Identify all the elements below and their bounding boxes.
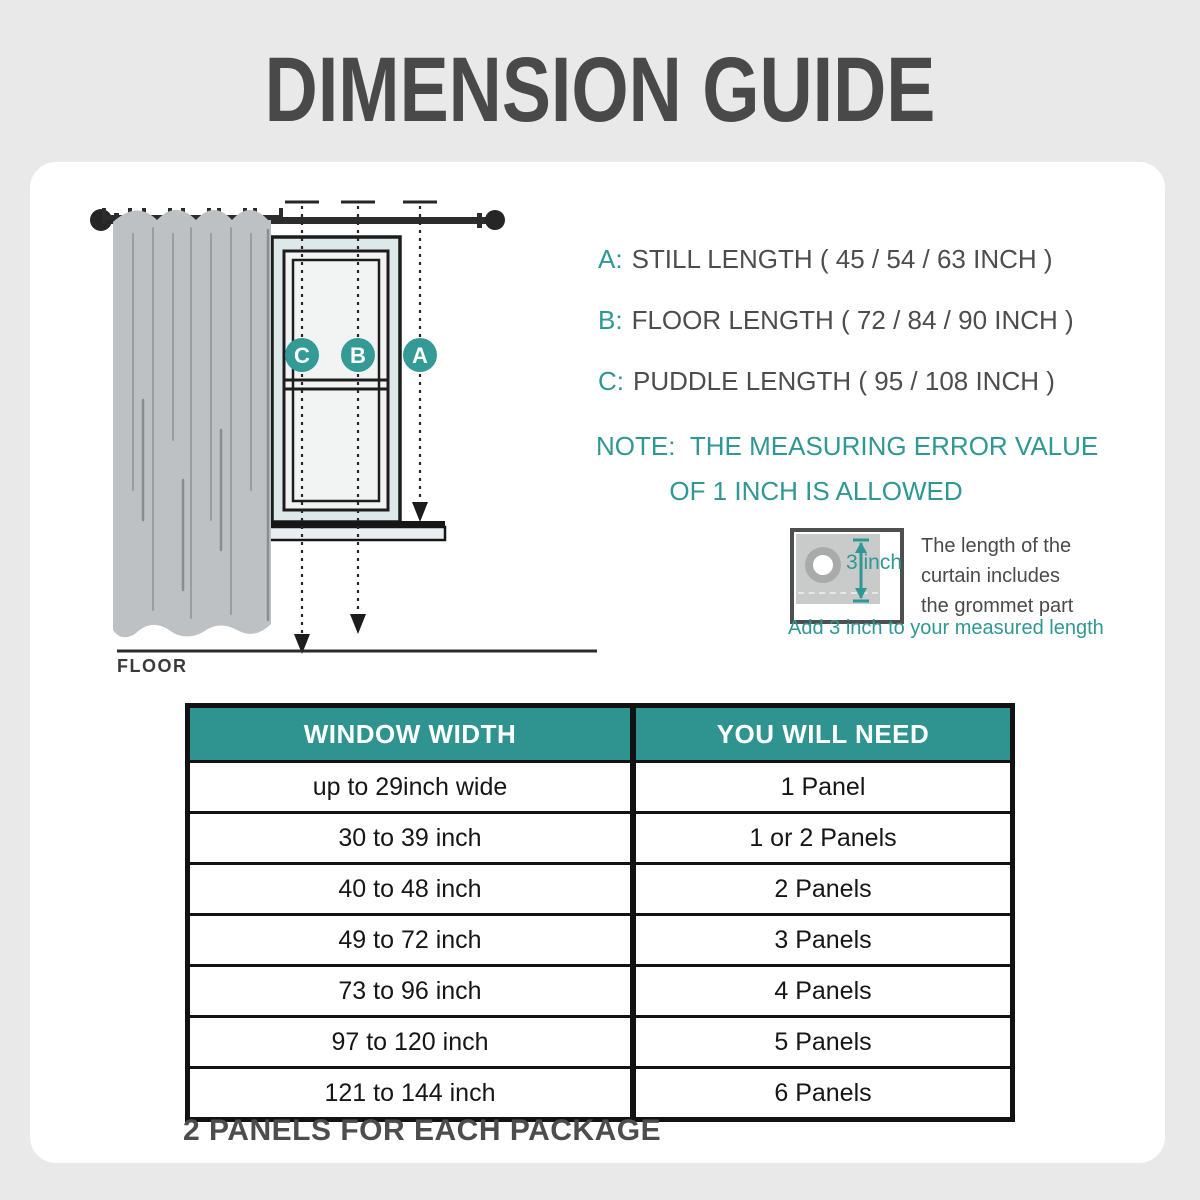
curtain-panel: [113, 210, 271, 637]
table-row: [190, 862, 1010, 913]
table-row: [190, 1015, 1010, 1066]
table-row: [190, 913, 1010, 964]
cell-panels: 1 Panel: [780, 772, 866, 801]
cell-width: 49 to 72 inch: [338, 925, 482, 954]
note-line-2: OF 1 INCH IS ALLOWED: [669, 476, 963, 506]
cell-panels: 6 Panels: [774, 1078, 872, 1107]
window-sill: [268, 521, 445, 540]
badge-a-letter: A: [412, 343, 428, 368]
cell-width: up to 29inch wide: [312, 772, 508, 801]
table-row: [190, 964, 1010, 1015]
cell-panels: 5 Panels: [774, 1027, 872, 1056]
legend-label-c: PUDDLE LENGTH ( 95 / 108 INCH ): [633, 366, 1055, 396]
cell-width: 73 to 96 inch: [338, 976, 482, 1005]
arrowhead-a-icon: [412, 502, 428, 522]
cell-width: 121 to 144 inch: [324, 1078, 496, 1107]
legend-prefix-c: C:: [598, 366, 624, 396]
table-row: [190, 1066, 1010, 1117]
header-you-will-need: YOU WILL NEED: [636, 708, 1010, 760]
badge-b-letter: B: [350, 343, 366, 368]
table-row: [190, 811, 1010, 862]
cell-panels: 3 Panels: [774, 925, 872, 954]
package-note: 2 PANELS FOR EACH PACKAGE: [183, 1114, 662, 1147]
grommet-description: [921, 531, 1073, 621]
table-header-row: [190, 708, 1010, 760]
grommet-diagram: [790, 528, 904, 624]
legend-prefix-b: B:: [598, 305, 623, 335]
grommet-desc-line-3: the grommet part: [921, 595, 1074, 617]
grommet-measure-label: 3 inch: [846, 551, 903, 574]
note-line-1: NOTE: THE MEASURING ERROR VALUE: [596, 431, 1099, 461]
page-title: DIMENSION GUIDE: [264, 39, 936, 141]
grommet-desc-line-1: The length of the: [921, 535, 1072, 557]
cell-panels: 2 Panels: [774, 874, 872, 903]
marker-badges: [285, 338, 437, 372]
legend-line-c: [598, 351, 1074, 412]
table-row: [190, 760, 1010, 811]
legend-label-a: STILL LENGTH ( 45 / 54 / 63 INCH ): [631, 244, 1053, 274]
legend-prefix-a: A:: [598, 244, 623, 274]
curtain-measurement-illustration: [85, 190, 615, 682]
grommet-ring-icon: [805, 547, 841, 583]
cell-width: 40 to 48 inch: [338, 874, 482, 903]
cell-width: 97 to 120 inch: [331, 1027, 489, 1056]
floor-label: FLOOR: [117, 656, 188, 676]
cell-width: 30 to 39 inch: [338, 823, 482, 852]
window-illustration: [272, 237, 400, 522]
length-legend: [598, 229, 1074, 412]
legend-line-b: [598, 290, 1074, 351]
panel-count-table: [185, 703, 1015, 1122]
arrowhead-b-icon: [350, 614, 366, 634]
measuring-note: [596, 424, 1099, 514]
legend-line-a: [598, 229, 1074, 290]
grommet-desc-line-2: curtain includes: [921, 565, 1060, 587]
header-window-width: WINDOW WIDTH: [190, 708, 630, 760]
cell-panels: 4 Panels: [774, 976, 872, 1005]
legend-label-b: FLOOR LENGTH ( 72 / 84 / 90 INCH ): [631, 305, 1074, 335]
badge-c-letter: C: [294, 343, 310, 368]
cell-panels: 1 or 2 Panels: [749, 823, 897, 852]
grommet-tip: Add 3 inch to your measured length: [788, 617, 1104, 639]
